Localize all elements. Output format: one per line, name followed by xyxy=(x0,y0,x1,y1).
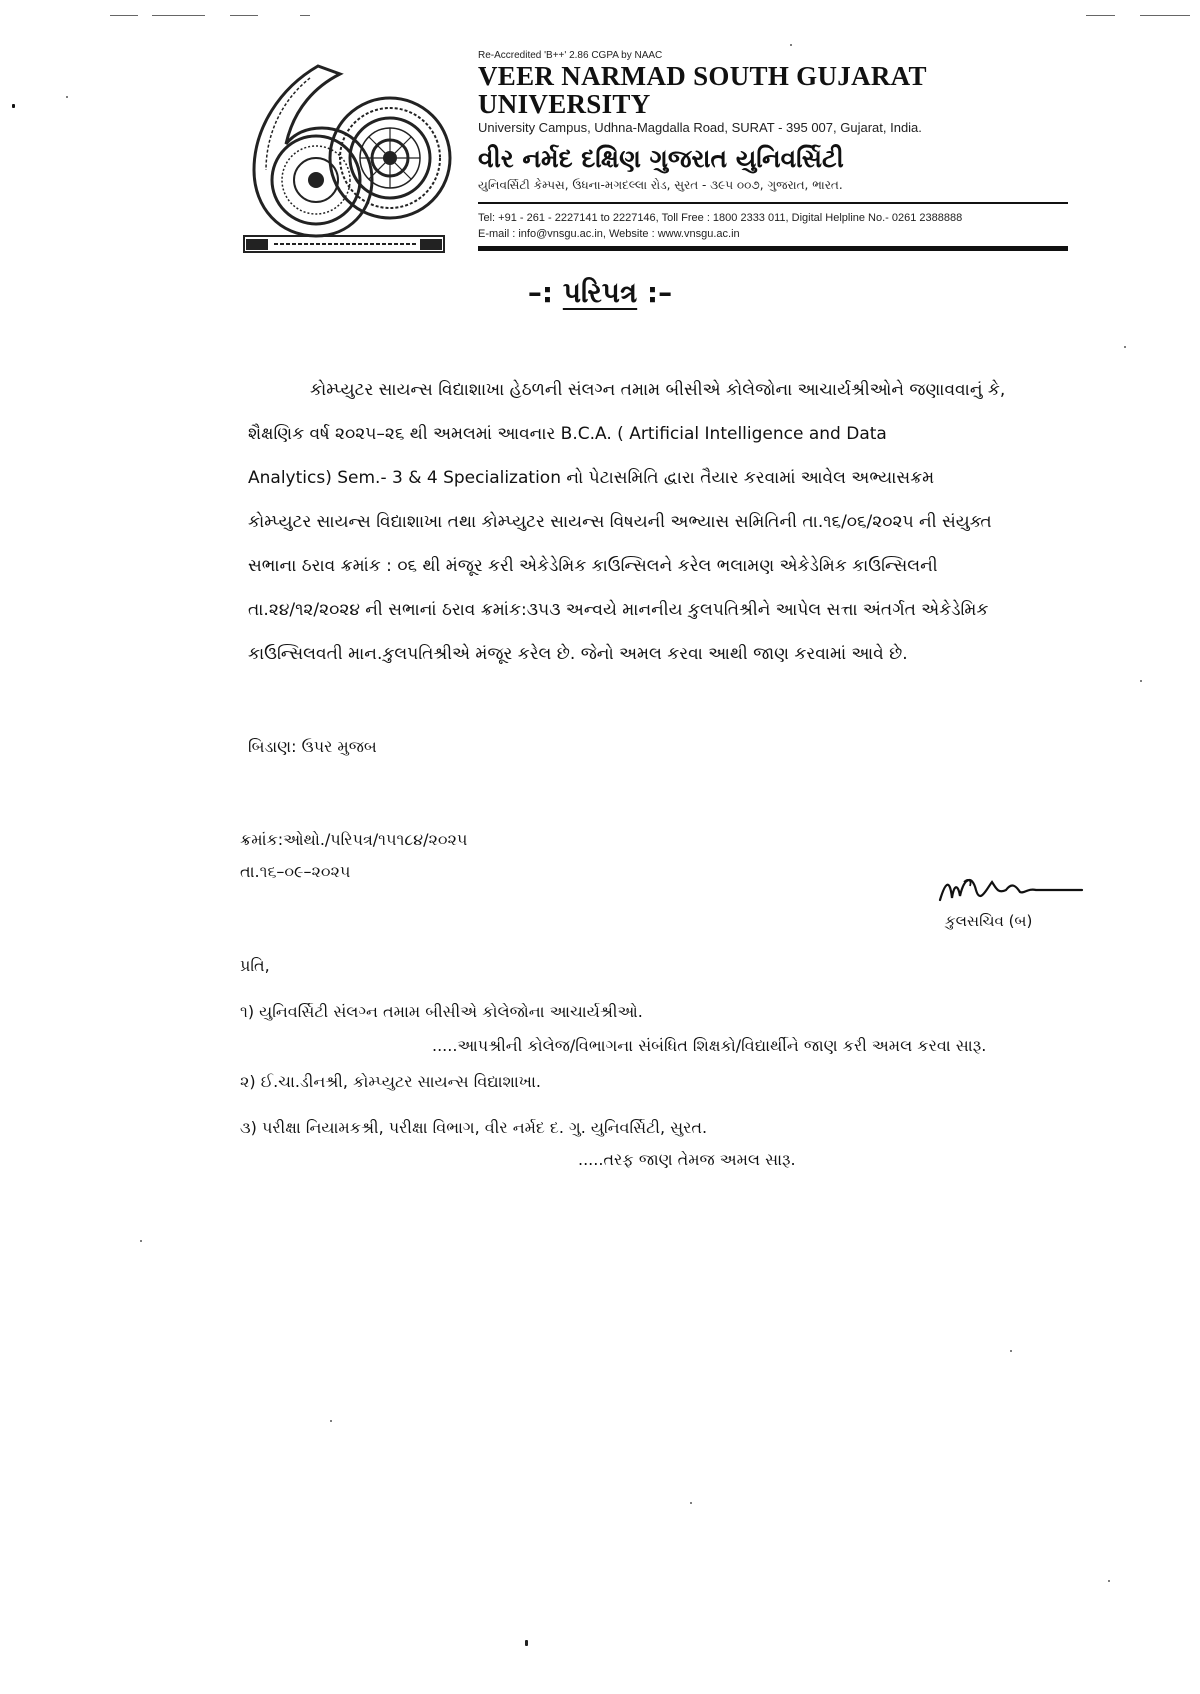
enclosure-note: બિડાણ: ઉપર મુજબ xyxy=(248,737,377,756)
circular-body xyxy=(248,368,1096,676)
signatory-designation: કુલસચિવ (બ) xyxy=(945,912,1033,930)
title-suffix: :– xyxy=(637,276,673,309)
letterhead-divider xyxy=(478,202,1068,204)
scan-speck xyxy=(1108,1580,1110,1582)
university-name-english: VEER NARMAD SOUTH GUJARAT UNIVERSITY xyxy=(478,61,927,119)
university-emblem-logo xyxy=(240,58,455,258)
circular-date: તા.૧૬–૦૯–૨૦૨૫ xyxy=(240,862,351,881)
recipient-1-instruction: .....આપશ્રીની કોલેજ/વિભાગના સંબંધિત શિક્ષકો/વિદ્યાર્થીને જાણ કરી અમલ કરવા સારૂ. xyxy=(432,1036,987,1055)
scan-speck xyxy=(790,44,792,46)
title-text: પરિપત્ર xyxy=(562,276,638,309)
letterhead-bottom-rule xyxy=(478,246,1068,251)
scan-speck xyxy=(1010,1350,1012,1352)
body-line: Analytics) Sem.- 3 & 4 Specialization નો પેટાસમિતિ દ્વારા તૈયાર કરવામાં આવેલ અભ્યાસક્રમ xyxy=(248,468,935,488)
contact-email-website: E-mail : info@vnsgu.ac.in, Website : www.vnsgu.ac.in xyxy=(478,228,740,240)
contact-phone: Tel: +91 - 261 - 2227141 to 2227146, Toll Free : 1800 2333 011, Digital Helpline No.- 0261 2388888 xyxy=(478,212,963,224)
scan-border-marks xyxy=(0,14,1200,16)
recipient-2: ૨) ઈ.ચા.ડીનશ્રી, કોમ્પ્યુટર સાયન્સ વિદ્યાશાખા. xyxy=(240,1072,541,1091)
scan-speck xyxy=(330,1420,332,1422)
address-english: University Campus, Udhna-Magdalla Road, SURAT - 395 007, Gujarat, India. xyxy=(478,120,922,135)
to-label: પ્રતિ, xyxy=(240,956,270,975)
reference-number: ક્રમાંક:ઓથો./પરિપત્ર/૧૫૧૮૪/૨૦૨૫ xyxy=(240,830,468,849)
university-name-gujarati: વીર નર્મદ દક્ષિણ ગુજરાત યુનિવર્સિટી xyxy=(478,144,844,173)
scan-speck xyxy=(525,1640,528,1646)
scan-speck xyxy=(66,96,68,98)
body-line: સભાના ઠરાવ ક્રમાંક : ૦૬ થી મંજૂર કરી એકેડેમિક કાઉન્સિલને કરેલ ભલામણ એકેડેમિક કાઉન્સિલની xyxy=(248,556,938,576)
body-line: શૈક્ષણિક વર્ષ ૨૦૨૫–૨૬ થી અમલમાં આવનાર B.C.A. ( Artificial Intelligence and Data xyxy=(248,424,887,444)
body-line: કોમ્પ્યુટર સાયન્સ વિદ્યાશાખા હેઠળની સંલગ્ન તમામ બીસીએ કોલેજોના આચાર્યશ્રીઓને જણાવવાનું કે, xyxy=(310,380,1006,400)
body-line: કાઉન્સિલવતી માન.કુલપતિશ્રીએ મંજૂર કરેલ છે. જેનો અમલ કરવા આથી જાણ કરવામાં આવે છે. xyxy=(248,644,908,664)
circular-title xyxy=(0,276,1200,310)
scan-speck xyxy=(140,1240,142,1242)
recipient-1: ૧) યુનિવર્સિટી સંલગ્ન તમામ બીસીએ કોલેજોના આચાર્યશ્રીઓ. xyxy=(240,1002,643,1021)
recipient-3-instruction: .....તરફ જાણ તેમજ અમલ સારૂ. xyxy=(578,1150,796,1169)
scan-speck xyxy=(690,1502,692,1504)
body-line: તા.૨૪/૧૨/૨૦૨૪ ની સભાનાં ઠરાવ ક્રમાંક:૩૫૩ અન્વયે માનનીય કુલપતિશ્રીને આપેલ સત્તા અંતર્ગત એકેડેમિક xyxy=(248,600,989,620)
accreditation-text: Re-Accredited 'B++' 2.86 CGPA by NAAC xyxy=(478,50,663,61)
title-prefix: –: xyxy=(527,276,563,309)
scan-speck xyxy=(1124,346,1126,348)
scan-speck xyxy=(1140,680,1142,682)
address-gujarati: યુનિવર્સિટી કેમ્પસ, ઉધના-મગદલ્લા રોડ, સુરત - ૩૯૫ ૦૦૭, ગુજરાત, ભારત. xyxy=(478,178,843,192)
scan-speck xyxy=(12,104,15,108)
letterhead xyxy=(478,50,1078,251)
recipient-3: ૩) પરીક્ષા નિયામકશ્રી, પરીક્ષા વિભાગ, વીર નર્મદ દ. ગુ. યુનિવર્સિટી, સુરત. xyxy=(240,1118,708,1137)
body-line: કોમ્પ્યુટર સાયન્સ વિદ્યાશાખા તથા કોમ્પ્યુટર સાયન્સ વિષયની અભ્યાસ સમિતિની તા.૧૬/૦૬/૨૦૨૫ ની સંયુક્ત xyxy=(248,512,992,532)
